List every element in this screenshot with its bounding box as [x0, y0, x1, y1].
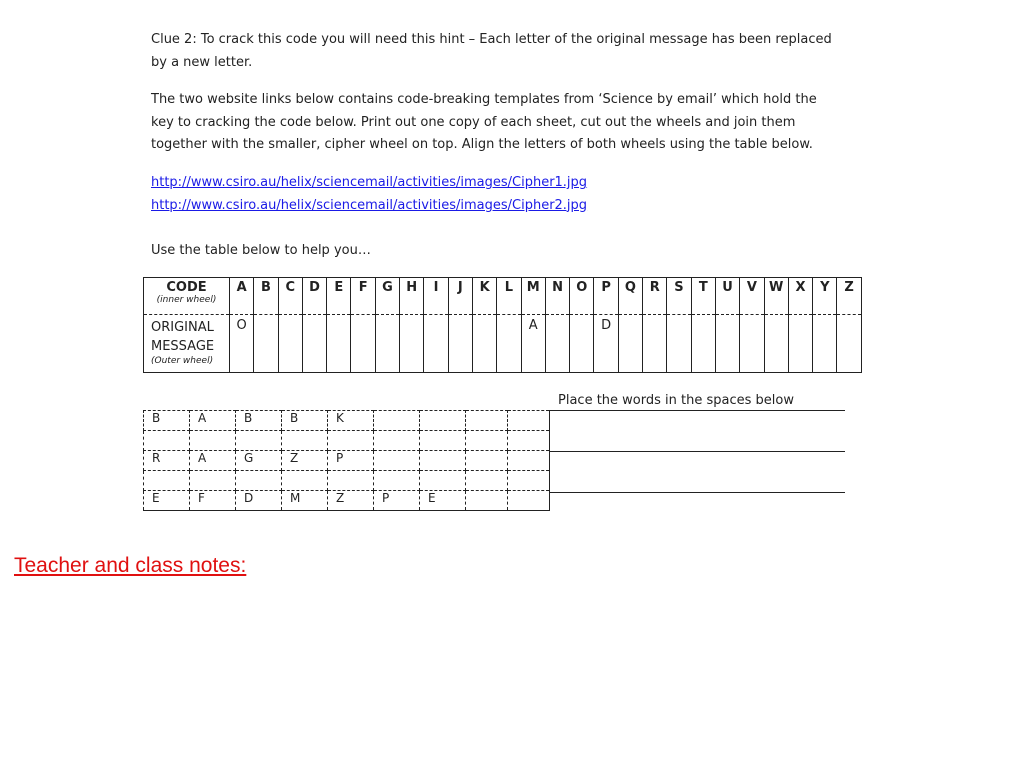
coded-letter-cell	[374, 451, 420, 471]
blank-cell	[282, 431, 328, 451]
decoded-letter-cell	[351, 315, 375, 373]
answer-blank-row	[144, 431, 550, 451]
coded-letter-cell: K	[328, 411, 374, 431]
code-letter-cell: Q	[618, 278, 642, 315]
code-letter-cell: K	[472, 278, 496, 315]
code-letter-cell: C	[278, 278, 302, 315]
blank-cell	[374, 471, 420, 491]
answer-line	[549, 492, 845, 493]
decoded-letter-cell	[740, 315, 764, 373]
decoded-letter-cell	[715, 315, 739, 373]
decoded-letter-cell	[643, 315, 667, 373]
code-letter-cell: B	[254, 278, 278, 315]
blank-cell	[466, 431, 508, 451]
table-intro: Use the table below to help you…	[151, 243, 371, 258]
answer-label: Place the words in the spaces below	[558, 393, 794, 408]
code-letter-cell: J	[448, 278, 472, 315]
code-row	[144, 278, 862, 315]
decoded-letter-cell: O	[230, 315, 254, 373]
clue-line: by a new letter.	[151, 54, 253, 70]
code-letter-cell: P	[594, 278, 618, 315]
decoded-letter-cell	[788, 315, 812, 373]
coded-letter-cell	[420, 451, 466, 471]
coded-letter-cell: M	[282, 491, 328, 511]
teacher-notes-heading: Teacher and class notes:	[14, 554, 247, 577]
blank-cell	[236, 471, 282, 491]
code-letter-cell: Y	[813, 278, 837, 315]
cipher2-link[interactable]: http://www.csiro.au/helix/sciencemail/activities/images/Cipher2.jpg	[151, 197, 588, 213]
decoded-letter-cell	[545, 315, 569, 373]
coded-letter-cell: Z	[328, 491, 374, 511]
decoded-letter-cell: A	[521, 315, 545, 373]
coded-word-row	[144, 491, 550, 511]
clue-text	[151, 29, 851, 74]
blank-cell	[328, 471, 374, 491]
coded-letter-cell	[374, 411, 420, 431]
code-letter-cell: R	[643, 278, 667, 315]
coded-letter-cell	[420, 411, 466, 431]
code-letter-cell: Z	[837, 278, 861, 315]
answer-blank-row	[144, 471, 550, 491]
answer-line	[549, 410, 845, 411]
coded-letter-cell: E	[144, 491, 190, 511]
code-sub-label: (inner wheel)	[156, 295, 217, 305]
coded-letter-cell	[466, 491, 508, 511]
decoded-letter-cell	[327, 315, 351, 373]
blank-cell	[144, 431, 190, 451]
blank-cell	[144, 471, 190, 491]
decoded-letter-cell	[691, 315, 715, 373]
blank-cell	[420, 431, 466, 451]
instructions-line: key to cracking the code below. Print out one copy of each sheet, cut out the wheels and join them	[151, 114, 796, 130]
decoded-letter-cell	[667, 315, 691, 373]
original-label: ORIGINAL	[151, 320, 214, 335]
blank-cell	[508, 471, 550, 491]
code-letter-cell: E	[327, 278, 351, 315]
coded-letter-cell: G	[236, 451, 282, 471]
code-letter-cell: A	[230, 278, 254, 315]
decoded-letter-cell	[424, 315, 448, 373]
blank-cell	[420, 471, 466, 491]
code-letter-cell: X	[788, 278, 812, 315]
decoded-letter-cell: D	[594, 315, 618, 373]
decoded-letter-cell	[400, 315, 424, 373]
original-sub-label: (Outer wheel)	[151, 356, 214, 366]
instructions-line: The two website links below contains code-breaking templates from ‘Science by email’ which hold the	[151, 92, 817, 107]
decoded-letter-cell	[813, 315, 837, 373]
coded-letter-cell	[466, 451, 508, 471]
coded-letter-cell	[508, 491, 550, 511]
decoded-letter-cell	[618, 315, 642, 373]
code-letter-cell: W	[764, 278, 788, 315]
code-letter-cell: U	[715, 278, 739, 315]
code-header	[144, 278, 230, 315]
code-letter-cell: L	[497, 278, 521, 315]
code-letter-cell: D	[302, 278, 326, 315]
code-letter-cell: N	[545, 278, 569, 315]
code-letter-cell: M	[521, 278, 545, 315]
code-letter-cell: V	[740, 278, 764, 315]
blank-cell	[236, 431, 282, 451]
code-letter-cell: T	[691, 278, 715, 315]
coded-letter-cell: B	[236, 411, 282, 431]
decoded-letter-cell	[375, 315, 399, 373]
decoded-letter-cell	[472, 315, 496, 373]
coded-letter-cell: R	[144, 451, 190, 471]
original-message-row	[144, 315, 862, 373]
coded-word-row	[144, 411, 550, 431]
coded-letter-cell: B	[282, 411, 328, 431]
message-label: MESSAGE	[151, 339, 215, 354]
answer-line	[549, 451, 845, 452]
coded-letter-cell: Z	[282, 451, 328, 471]
coded-letter-cell	[508, 451, 550, 471]
clue-line: Clue 2: To crack this code you will need this hint – Each letter of the original message has been replaced	[151, 32, 832, 47]
code-letter-cell: I	[424, 278, 448, 315]
blank-cell	[466, 471, 508, 491]
code-letter-cell: G	[375, 278, 399, 315]
blank-cell	[508, 431, 550, 451]
coded-letter-cell: P	[328, 451, 374, 471]
decoded-letter-cell	[278, 315, 302, 373]
code-letter-cell: O	[570, 278, 594, 315]
code-letter-cell: F	[351, 278, 375, 315]
instructions-line: together with the smaller, cipher wheel on top. Align the letters of both wheels using the table below.	[151, 137, 813, 152]
decoded-letter-cell	[570, 315, 594, 373]
coded-letter-cell: E	[420, 491, 466, 511]
blank-cell	[328, 431, 374, 451]
decoded-letter-cell	[302, 315, 326, 373]
coded-letter-cell	[508, 411, 550, 431]
blank-cell	[190, 471, 236, 491]
code-letter-cell: H	[400, 278, 424, 315]
blank-cell	[374, 431, 420, 451]
template-links	[151, 172, 851, 217]
cipher1-link[interactable]: http://www.csiro.au/helix/sciencemail/activities/images/Cipher1.jpg	[151, 175, 588, 190]
original-header	[144, 315, 230, 373]
blank-cell	[282, 471, 328, 491]
code-label: CODE	[166, 280, 207, 295]
coded-letter-cell: F	[190, 491, 236, 511]
instructions-text	[151, 89, 851, 157]
coded-letter-cell: A	[190, 411, 236, 431]
code-letter-cell: S	[667, 278, 691, 315]
coded-letter-cell: B	[144, 411, 190, 431]
coded-letter-cell: A	[190, 451, 236, 471]
decoded-letter-cell	[254, 315, 278, 373]
coded-letter-cell	[466, 411, 508, 431]
coded-word-row	[144, 451, 550, 471]
decoded-letter-cell	[764, 315, 788, 373]
coded-letter-cell: D	[236, 491, 282, 511]
decoded-letter-cell	[448, 315, 472, 373]
decoded-letter-cell	[497, 315, 521, 373]
coded-letter-cell: P	[374, 491, 420, 511]
cipher-table	[143, 277, 861, 373]
coded-words-grid	[143, 410, 550, 511]
decoded-letter-cell	[837, 315, 861, 373]
blank-cell	[190, 431, 236, 451]
